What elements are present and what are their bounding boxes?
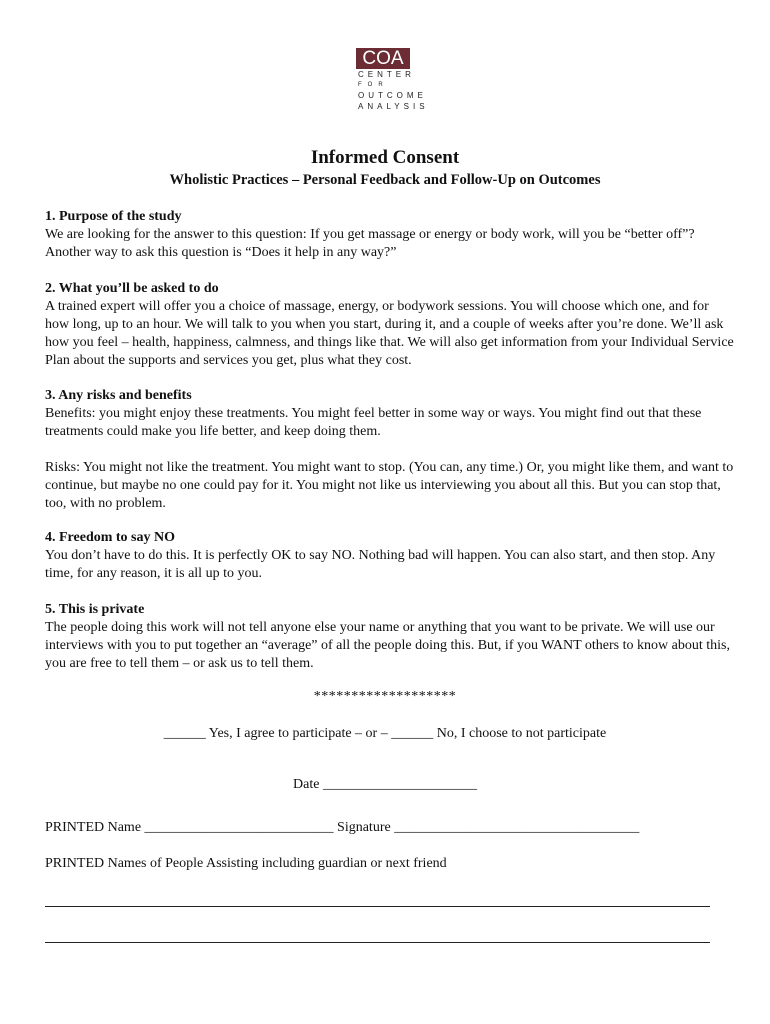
section-paragraph: You don’t have to do this. It is perfectly OK to say NO. Nothing bad will happen. You can also start, and then stop. Any time, for any reason, it is all up to you. — [45, 548, 716, 581]
section-paragraph: Risks: You might not like the treatment. You might want to stop. (You can, any time.) Or, you might like them, and want to continue, but maybe no one could pay for it. You might not like us interviewing you about all this. But you can stop that, too, with no problem. — [45, 460, 734, 511]
section-heading: 5. This is private — [45, 602, 145, 617]
section-paragraph: A trained expert will offer you a choice of massage, energy, or bodywork sessions. You will choose which one, and for how long, up to an hour. We will talk to you when you start, during it, and a couple of weeks after you’re done. We’ll ask how you feel – health, happiness, calmness, and things like that. We will also get information from your Individual Service Plan about the supports and services you get, plus what they cost. — [45, 299, 734, 368]
section-heading: 3. Any risks and benefits — [45, 388, 192, 403]
logo-abbr: COA — [356, 48, 410, 69]
section-paragraph: The people doing this work will not tell anyone else your name or anything that you want to be private. We will use our interviews with you to put together an “average” of all the people doing this. But, if you WANT others to know about this, you are free to tell them – or ask us to tell them. — [45, 620, 730, 671]
section-paragraph: We are looking for the answer to this question: If you get massage or energy or body work, will you be “better off”? Another way to ask this question is “Does it help in any way?” — [45, 227, 695, 260]
printed-name-signature-line[interactable]: PRINTED Name ___________________________ Signature ___________________________________ — [45, 820, 640, 835]
section-purpose — [45, 208, 735, 262]
logo-line-for: FOR — [358, 82, 389, 88]
section-private — [45, 601, 735, 673]
date-field[interactable]: Date ______________________ — [293, 777, 477, 792]
page-subtitle: Wholistic Practices – Personal Feedback and Follow-Up on Outcomes — [169, 172, 601, 188]
assisting-name-line-1[interactable] — [45, 906, 710, 907]
section-heading: 2. What you’ll be asked to do — [45, 281, 219, 296]
section-heading: 1. Purpose of the study — [45, 209, 182, 224]
consent-choice-line[interactable]: ______ Yes, I agree to participate – or – ______ No, I choose to not participate — [163, 726, 607, 741]
section-risks-benefits — [45, 387, 735, 513]
section-freedom — [45, 529, 735, 583]
logo-line-center: CENTER — [358, 70, 415, 79]
section-heading: 4. Freedom to say NO — [45, 530, 175, 545]
page-title: Informed Consent — [310, 147, 460, 168]
coa-logo — [356, 48, 429, 112]
section-paragraph: Benefits: you might enjoy these treatments. You might feel better in some way or ways. You might find out that these treatments could make you life better, and keep doing them. — [45, 406, 702, 439]
section-what-asked — [45, 280, 735, 370]
logo-line-outcome: OUTCOME — [358, 91, 427, 100]
assisting-name-line-2[interactable] — [45, 942, 710, 943]
divider-stars: ******************* — [313, 689, 457, 704]
assisting-names-label: PRINTED Names of People Assisting including guardian or next friend — [45, 856, 447, 871]
logo-line-analysis: ANALYSIS — [358, 102, 429, 111]
